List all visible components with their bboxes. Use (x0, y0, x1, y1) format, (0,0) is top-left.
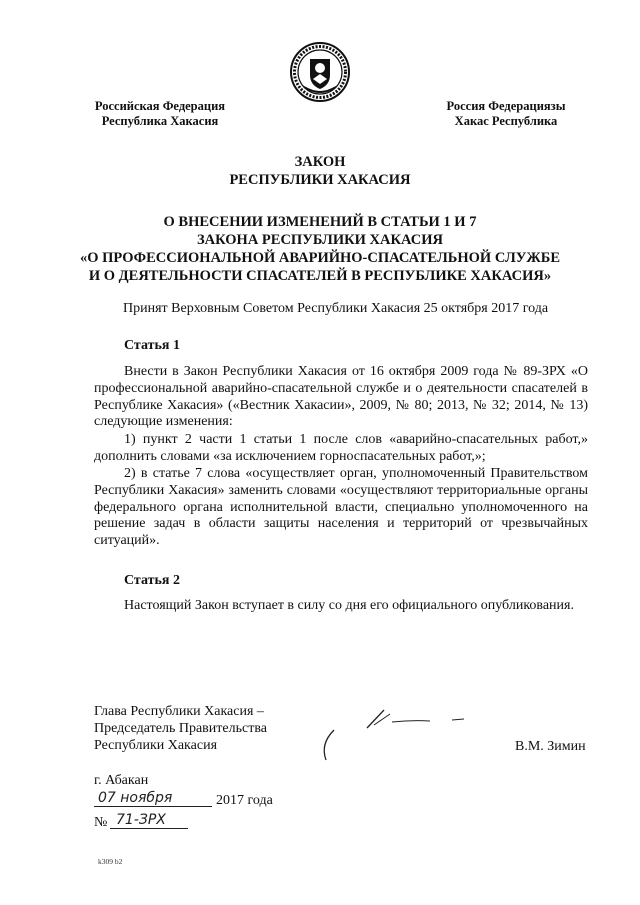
header-left-line1: Российская Федерация (94, 99, 226, 113)
header-left-line2: Республика Хакасия (101, 114, 219, 128)
date-handwritten: 07 ноября (98, 790, 173, 806)
law-title-line1: ЗАКОН (294, 154, 346, 170)
signatory-name: В.М. Зимин (515, 739, 586, 754)
article1-item2: 2) в статье 7 слова «осуществляет орган, уполномоченный Правительством Республики Хакасия» заменить словами «осуществляют территориальные органы федерального органа исполнительной власти, специально уполномоченного на решение задач в области защиты населения и территорий от чрезвычайных ситуаций». (94, 466, 588, 549)
article2-heading: Статья 2 (124, 573, 180, 588)
header-left (90, 99, 230, 129)
signatory-title-line2: Председатель Правительства (94, 721, 267, 736)
article1-intro: Внести в Закон Республики Хакасия от 16 октября 2009 года № 89-ЗРХ «О профессиональной аварийно-спасательной службе и о деятельности спасателей в Республике Хакасия» («Вестник Хакасии», 2009, № 80; 2013, № 32; 2014, № 13) следующие изменения: (94, 364, 588, 430)
article2-text: Настоящий Закон вступает в силу со дня его официального опубликования. (124, 598, 574, 613)
law-subject (0, 213, 640, 285)
law-title (0, 153, 640, 189)
date-field (94, 790, 212, 808)
law-title-line2: РЕСПУБЛИКИ ХАКАСИЯ (229, 172, 411, 188)
coat-of-arms-emblem (289, 41, 351, 103)
law-subject-line1: О ВНЕСЕНИИ ИЗМЕНЕНИЙ В СТАТЬИ 1 И 7 (163, 214, 477, 230)
number-sign: № (94, 815, 108, 830)
law-subject-line2: ЗАКОНА РЕСПУБЛИКИ ХАКАСИЯ (196, 232, 443, 248)
signatory-title (94, 703, 314, 754)
date-underline (94, 806, 212, 807)
header-right (446, 99, 566, 129)
signatory-title-line3: Республики Хакасия (94, 738, 218, 753)
city: г. Абакан (94, 773, 149, 788)
article1-item1: 1) пункт 2 части 1 статьи 1 после слов «аварийно-спасательных работ,» дополнить словами «за исключением горноспасательных работ,»; (94, 432, 588, 464)
handwritten-signature (312, 700, 482, 770)
header-right-line1: Россия Федерациязы (446, 99, 566, 113)
header-right-line2: Хакас Республика (454, 114, 558, 128)
law-subject-line3: «О ПРОФЕССИОНАЛЬНОЙ АВАРИЙНО-СПАСАТЕЛЬНОЙ СЛУЖБЕ (80, 250, 560, 266)
date-year: 2017 года (216, 793, 273, 808)
law-subject-line4: И О ДЕЯТЕЛЬНОСТИ СПАСАТЕЛЕЙ В РЕСПУБЛИКЕ ХАКАСИЯ» (88, 268, 552, 284)
signatory-title-line1: Глава Республики Хакасия – (94, 704, 264, 719)
article1-heading: Статья 1 (124, 338, 180, 353)
number-underline (110, 828, 188, 829)
document-code: k309 b2 (98, 857, 123, 866)
number-field (110, 810, 188, 830)
number-handwritten: 71-ЗРХ (116, 812, 166, 828)
adopted-statement: Принят Верховным Советом Республики Хакасия 25 октября 2017 года (123, 301, 549, 316)
